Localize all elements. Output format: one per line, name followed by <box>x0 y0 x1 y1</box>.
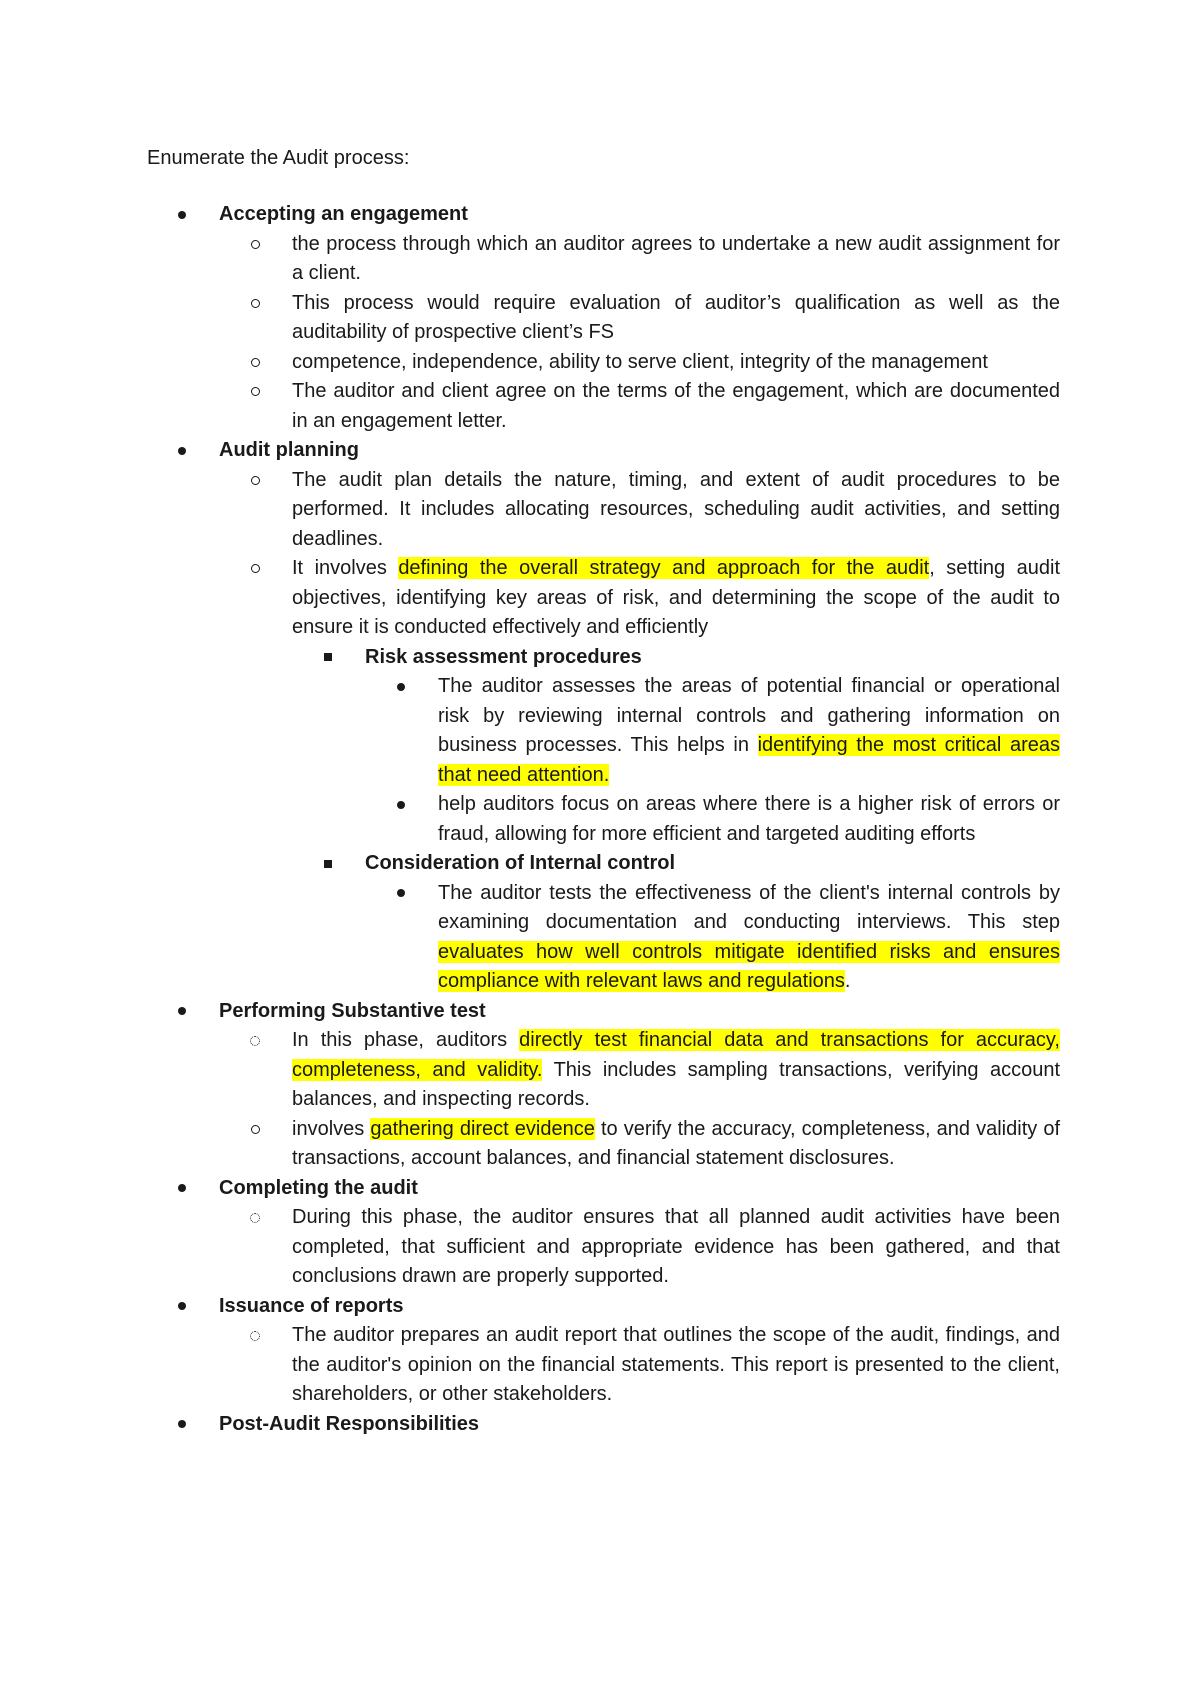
step-accepting-engagement <box>219 200 1060 230</box>
filled-bullet-icon <box>391 879 411 909</box>
sub-section-title: Risk assessment procedures <box>365 645 642 668</box>
highlighted-text: defining the overall strategy and approach for the audit <box>398 557 930 579</box>
highlighted-text: identifying the most critical areas that need attention. <box>438 734 1060 786</box>
filled-bullet-icon <box>172 1292 192 1322</box>
list-item: The audit plan details the nature, timing, and extent of audit procedures to be performed. It includes allocating resources, scheduling audit activities, and setting deadlines. <box>292 466 1060 555</box>
document-heading: Enumerate the Audit process: <box>147 147 410 169</box>
list-item: In this phase, auditors directly test financial data and transactions for accuracy, completeness, and validity. This includes sampling transactions, verifying account balances, and inspecting records. <box>292 1026 1060 1115</box>
list-item: competence, independence, ability to serve client, integrity of the management <box>292 348 1060 378</box>
hollow-bullet-icon <box>245 466 265 496</box>
filled-bullet-icon <box>391 790 411 820</box>
hollow-bullet-icon <box>245 377 265 407</box>
highlighted-text: gathering direct evidence <box>370 1117 595 1140</box>
step-post-audit <box>219 1410 1060 1440</box>
hollow-bullet-icon <box>245 289 265 319</box>
step-issuance-reports <box>219 1292 1060 1322</box>
step-title: Issuance of reports <box>219 1294 404 1317</box>
list-item: It involves defining the overall strategy and approach for the audit, setting audit objectives, identifying key areas of risk, and determining the scope of the audit to ensure it is conducted effectively and efficiently <box>292 554 1060 643</box>
step-substantive-test <box>219 997 1060 1027</box>
step-audit-planning <box>219 436 1060 466</box>
audit-process-list <box>0 200 1200 1439</box>
hollow-bullet-icon <box>245 348 265 378</box>
hollow-bullet-icon <box>245 230 265 260</box>
highlighted-text: evaluates how well controls mitigate identified risks and ensures compliance with relevant laws and regulations <box>438 940 1060 992</box>
filled-bullet-icon <box>172 1174 192 1204</box>
filled-bullet-icon <box>391 672 411 702</box>
list-item: The auditor and client agree on the terms of the engagement, which are documented in an engagement letter. <box>292 377 1060 436</box>
filled-bullet-icon <box>172 1410 192 1440</box>
list-item: The auditor prepares an audit report that outlines the scope of the audit, findings, and the auditor's opinion on the financial statements. This report is presented to the client, shareholders, or other stakeholders. <box>292 1321 1060 1410</box>
list-item: This process would require evaluation of auditor’s qualification as well as the auditability of prospective client’s FS <box>292 289 1060 348</box>
list-item: The auditor tests the effectiveness of the client's internal controls by examining documentation and conducting interviews. This step evaluates how well controls mitigate identified risks and ensures compliance with relevant laws and regulations. <box>438 879 1060 997</box>
list-item: the process through which an auditor agrees to undertake a new audit assignment for a client. <box>292 230 1060 289</box>
dotted-bullet-icon <box>245 1321 265 1351</box>
step-title: Post-Audit Responsibilities <box>219 1412 480 1435</box>
step-title: Performing Substantive test <box>219 999 486 1022</box>
sub-section-internal-control <box>365 849 1060 879</box>
dotted-bullet-icon <box>245 1026 265 1056</box>
square-bullet-icon <box>318 849 338 879</box>
filled-bullet-icon <box>172 997 192 1027</box>
highlighted-text: directly test financial data and transactions for accuracy, completeness, and validity. <box>292 1029 1060 1081</box>
filled-bullet-icon <box>172 436 192 466</box>
step-title: Audit planning <box>219 439 359 461</box>
list-item: help auditors focus on areas where there is a higher risk of errors or fraud, allowing for more efficient and targeted auditing efforts <box>438 790 1060 849</box>
list-item: During this phase, the auditor ensures that all planned audit activities have been completed, that sufficient and appropriate evidence has been gathered, and that conclusions drawn are properly supported. <box>292 1203 1060 1292</box>
list-item: involves gathering direct evidence to verify the accuracy, completeness, and validity of transactions, account balances, and financial statement disclosures. <box>292 1115 1060 1174</box>
sub-section-title: Consideration of Internal control <box>365 852 676 874</box>
step-title: Completing the audit <box>219 1176 418 1199</box>
square-bullet-icon <box>318 643 338 673</box>
filled-bullet-icon <box>172 200 192 230</box>
hollow-bullet-icon <box>245 1115 265 1145</box>
hollow-bullet-icon <box>245 554 265 584</box>
sub-section-risk-assessment <box>365 643 1060 673</box>
dotted-bullet-icon <box>245 1203 265 1233</box>
step-title: Accepting an engagement <box>219 203 468 225</box>
step-completing-audit <box>219 1174 1060 1204</box>
list-item: The auditor assesses the areas of potential financial or operational risk by reviewing internal controls and gathering information on business processes. This helps in identifying the most critical areas that need attention. <box>438 672 1060 790</box>
